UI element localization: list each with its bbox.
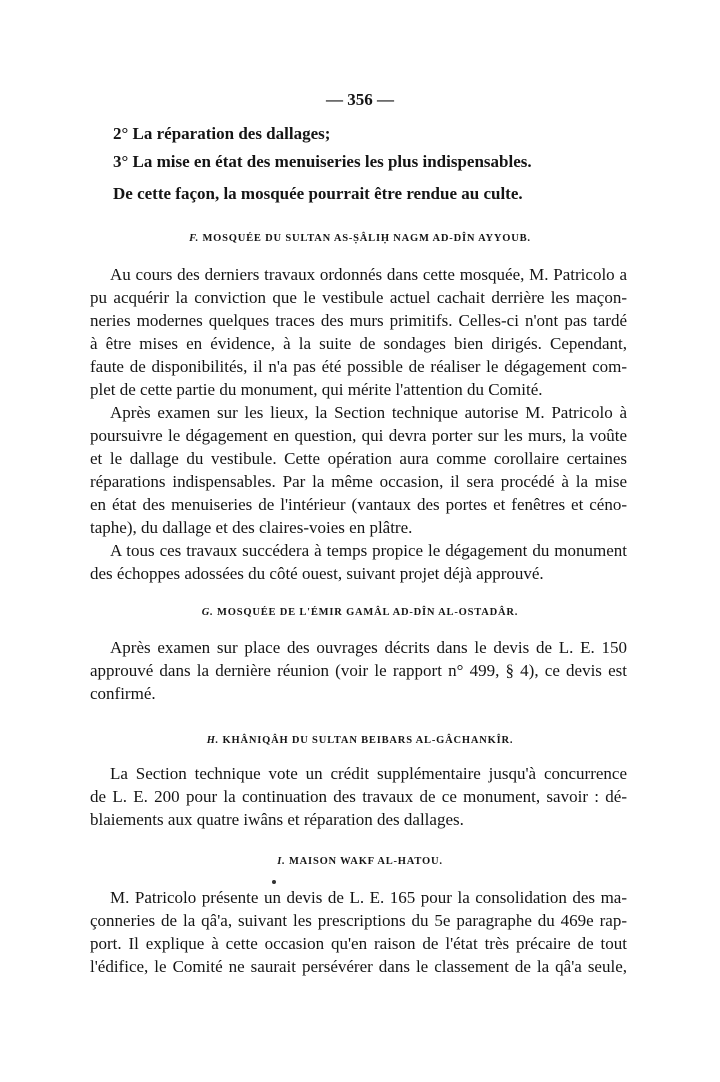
paragraph-line: neries modernes quelques traces des murs primitifs. Celles-ci n'ont pas tardé (90, 311, 627, 330)
paragraph-line: Après examen sur les lieux, la Section technique autorise M. Patricolo à (110, 403, 627, 422)
paragraph-line: Après examen sur place des ouvrages décrits dans le devis de L. E. 150 (110, 638, 627, 657)
paragraph-line: A tous ces travaux succédera à temps propice le dégagement du monument (110, 541, 627, 560)
section-heading: G. MOSQUÉE DE L'ÉMIR GAMÂL AD-DÎN AL-OSTADÂR. (201, 607, 519, 618)
paragraph-line: plet de cette partie du monument, qui mérite l'attention du Comité. (90, 380, 543, 399)
paragraph-line: à être mises en évidence, à la suite de sondages bien dirigés. Cependant, (90, 334, 627, 353)
ink-dot (272, 880, 276, 884)
paragraph-line: çonneries de la qâ'a, suivant les prescriptions du 5e paragraphe du 469e rap- (90, 911, 627, 930)
paragraph-line: port. Il explique à cette occasion qu'en raison de l'état très précaire de tout (90, 934, 627, 953)
page-number: — 356 — (326, 90, 394, 109)
list-item: 2° La réparation des dallages; (113, 124, 331, 143)
paragraph-line: blaiements aux quatre iwâns et réparation des dallages. (90, 810, 464, 829)
paragraph-line: M. Patricolo présente un devis de L. E. 165 pour la consolidation des ma- (110, 888, 627, 907)
paragraph-line: de L. E. 200 pour la continuation des travaux de ce monument, savoir : dé- (90, 787, 627, 806)
paragraph-line: Au cours des derniers travaux ordonnés dans cette mosquée, M. Patricolo a (110, 265, 627, 284)
section-heading: F. MOSQUÉE DU SULTAN AS-ṢÂLIḤ NAGM AD-DÎN AYYOUB. (189, 233, 531, 244)
paragraph-line: et le dallage du vestibule. Cette opération aura comme corollaire certaines (90, 449, 627, 468)
paragraph-line: en état des menuiseries de l'intérieur (vantaux des portes et fenêtres et céno- (90, 495, 627, 514)
paragraph-line: pu acquérir la conviction que le vestibule actuel cachait derrière les maçon- (90, 288, 627, 307)
paragraph-line: faute de disponibilités, il n'a pas été possible de réaliser le dégagement com- (90, 357, 627, 376)
paragraph-line: l'édifice, le Comité ne saurait persévérer dans le classement de la qâ'a seule, (90, 957, 627, 976)
paragraph-line: La Section technique vote un crédit supplémentaire jusqu'à concurrence (110, 764, 627, 783)
paragraph-line: confirmé. (90, 684, 156, 703)
paragraph-line: des échoppes adossées du côté ouest, suivant projet déjà approuvé. (90, 564, 544, 583)
list-item: 3° La mise en état des menuiseries les plus indispensables. (113, 152, 532, 171)
paragraph-line: approuvé dans la dernière réunion (voir le rapport n° 499, § 4), ce devis est (90, 661, 627, 680)
closing-line: De cette façon, la mosquée pourrait être rendue au culte. (113, 184, 523, 203)
paragraph-line: réparations indispensables. Par la même occasion, il sera procédé à la mise (90, 472, 627, 491)
paragraph-line: poursuivre le dégagement en question, qui devra porter sur les murs, la voûte (90, 426, 627, 445)
section-heading: I. MAISON WAKF AL-HATOU. (277, 856, 443, 867)
section-heading: H. KHÂNIQÂH DU SULTAN BEIBARS AL-GÂCHANKÎR. (206, 735, 514, 746)
paragraph-line: taphe), du dallage et des claires-voies en plâtre. (90, 518, 413, 537)
